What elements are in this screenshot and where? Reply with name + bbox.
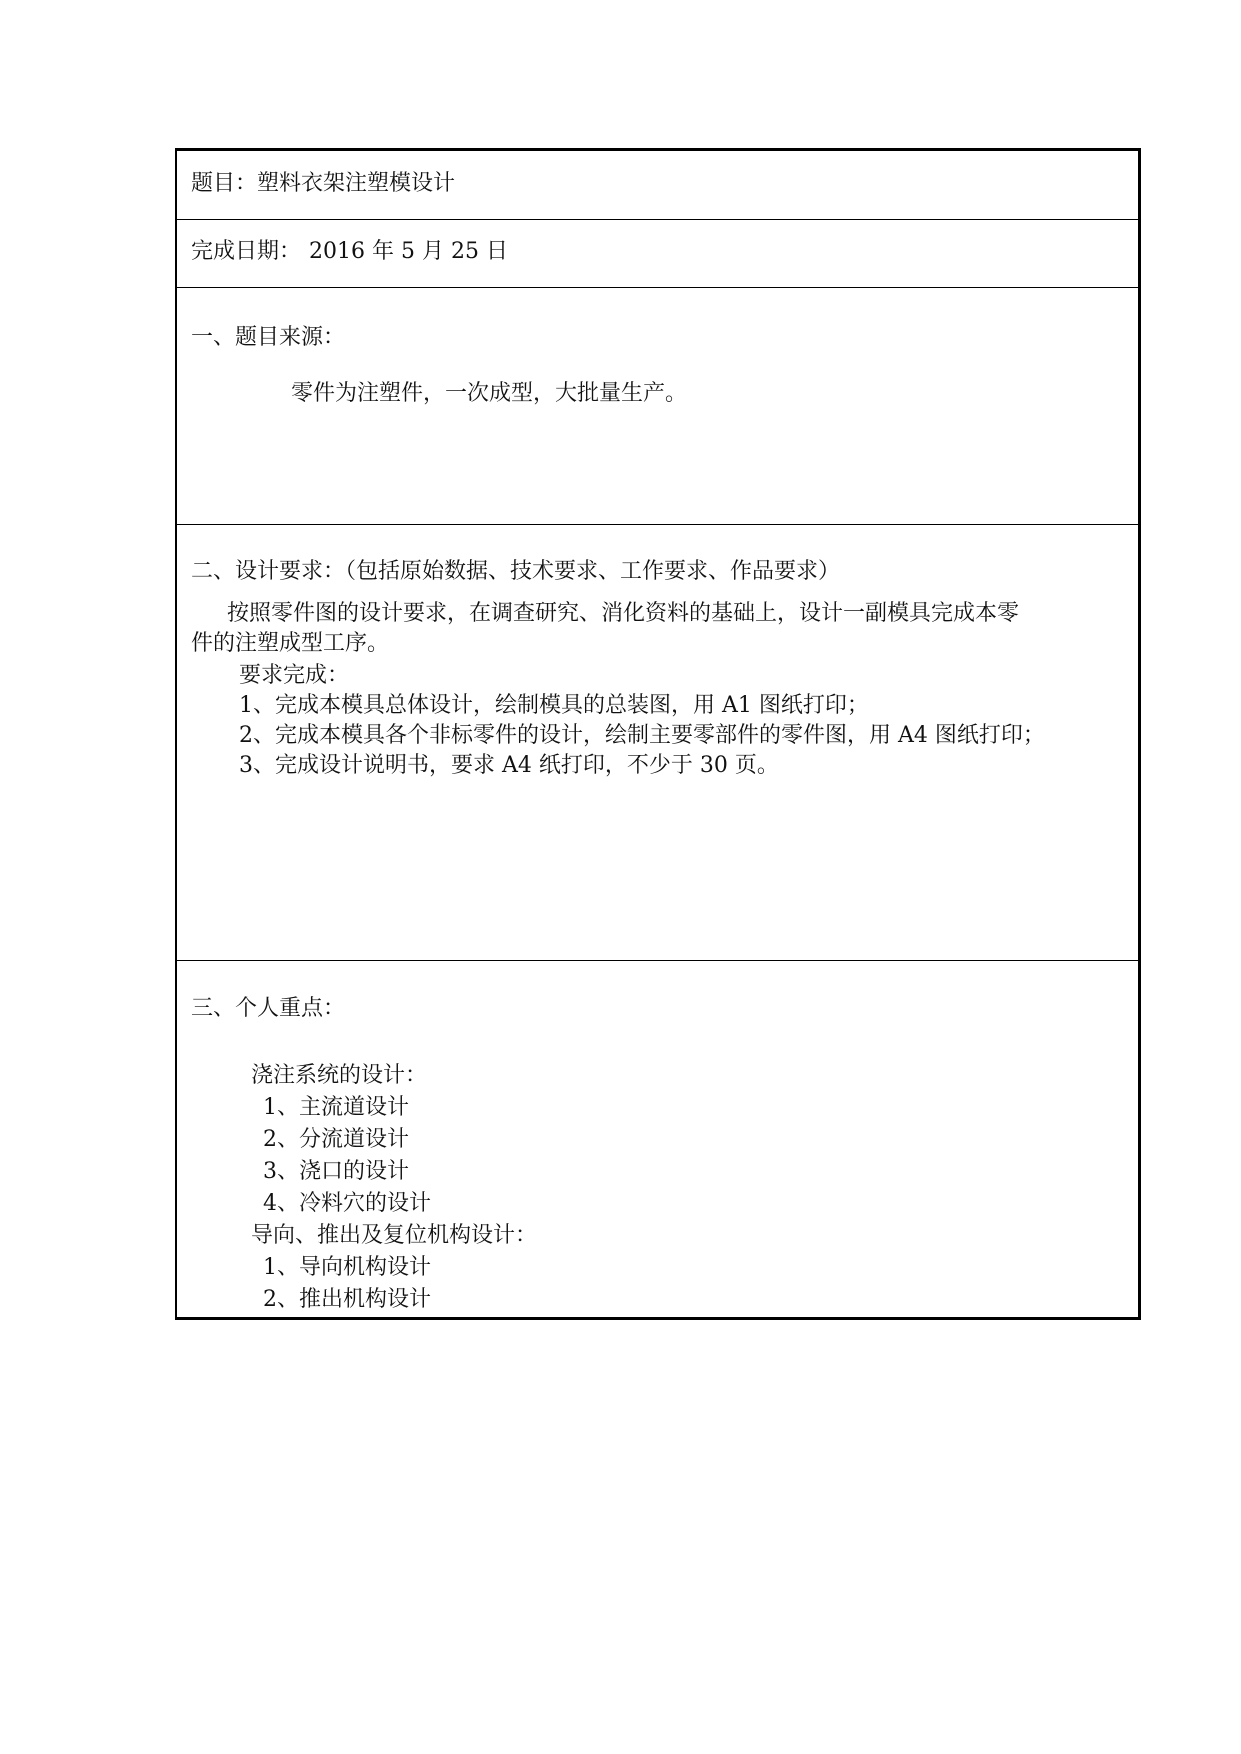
topic-value: 塑料衣架注塑模设计 <box>257 171 456 196</box>
section-3-group1-title: 浇注系统的设计： <box>251 1063 428 1088</box>
section-3-group1-item: 2、分流道设计 <box>263 1127 409 1152</box>
completion-date-label: 完成日期： <box>191 239 302 264</box>
section-3-group2-item: 1、导向机构设计 <box>263 1255 431 1280</box>
section-2-paragraph-line2: 件的注塑成型工序。 <box>191 631 390 656</box>
section-2-item: 1、完成本模具总体设计，绘制模具的总装图，用 A1 图纸打印； <box>239 693 869 718</box>
section-2-item: 2、完成本模具各个非标零件的设计，绘制主要零部件的零件图，用 A4 图纸打印； <box>239 723 1045 748</box>
section-2-row <box>177 525 1138 961</box>
section-3-group1-item: 3、浇口的设计 <box>263 1159 409 1184</box>
section-2-item: 3、完成设计说明书，要求 A4 纸打印，不少于 30 页。 <box>239 753 779 778</box>
section-2-paragraph-line1: 按照零件图的设计要求，在调查研究、消化资料的基础上，设计一副模具完成本零 <box>227 601 1020 626</box>
section-3-group2-title: 导向、推出及复位机构设计： <box>251 1223 538 1248</box>
section-3-heading: 三、个人重点： <box>191 996 346 1021</box>
section-3-row <box>177 961 1138 1317</box>
section-3-group1-item: 1、主流道设计 <box>263 1095 409 1120</box>
topic-label: 题目： <box>191 171 258 196</box>
completion-date-row <box>177 220 1138 288</box>
completion-date-value: 2016 年 5 月 25 日 <box>309 239 508 264</box>
task-form-table <box>175 148 1141 1320</box>
section-2-heading: 二、设计要求：（包括原始数据、技术要求、工作要求、作品要求） <box>191 559 841 584</box>
section-2-sub-heading: 要求完成： <box>239 663 350 688</box>
section-1-heading: 一、题目来源： <box>191 325 346 350</box>
topic-row <box>177 151 1138 220</box>
section-3-group2-item: 2、推出机构设计 <box>263 1287 431 1312</box>
section-1-content: 零件为注塑件，一次成型，大批量生产。 <box>291 381 688 406</box>
section-3-group1-item: 4、冷料穴的设计 <box>263 1191 431 1216</box>
section-1-row <box>177 288 1138 525</box>
